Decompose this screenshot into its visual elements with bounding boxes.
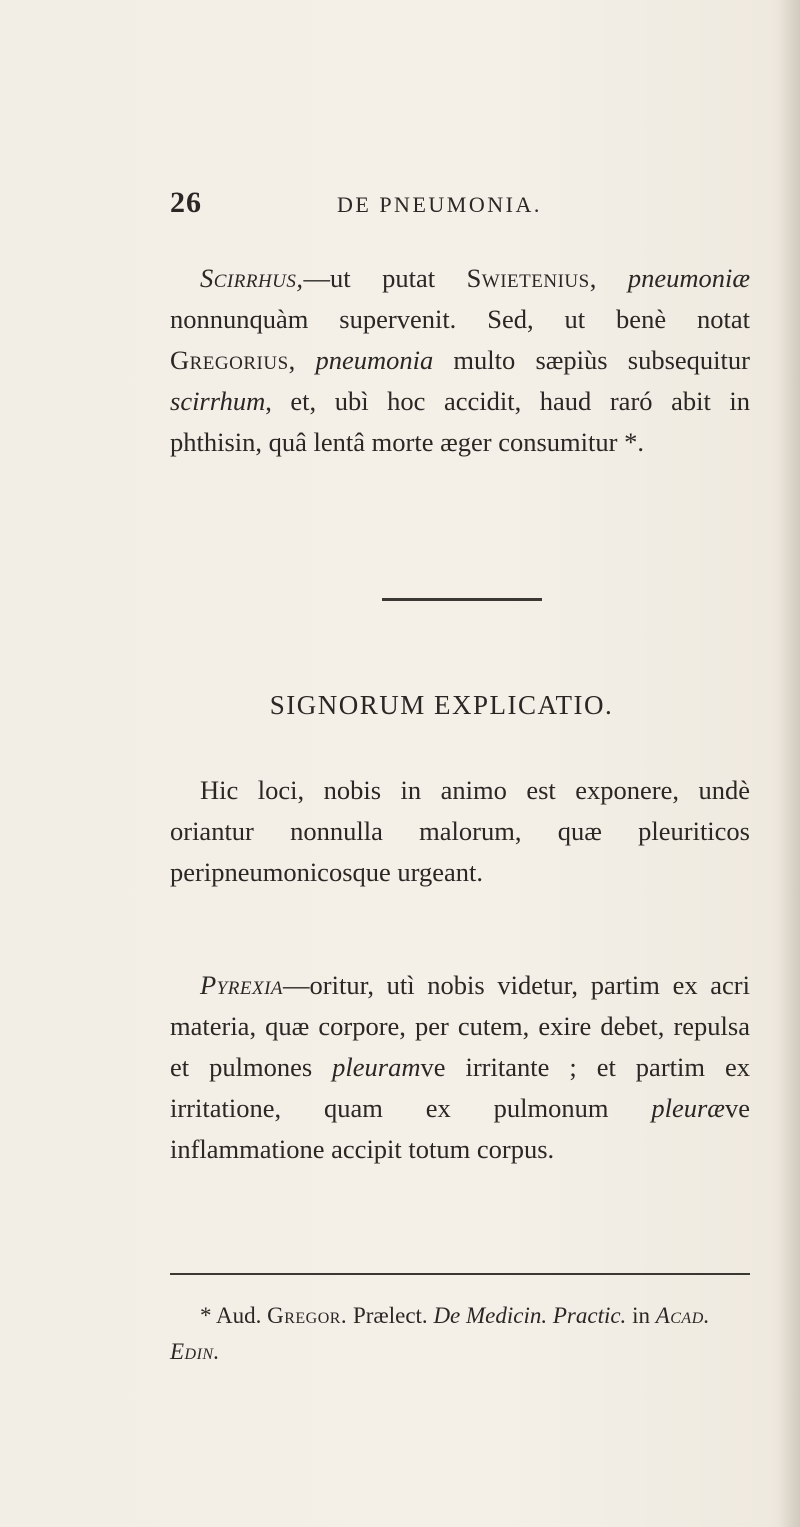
page-header — [170, 186, 730, 226]
section-divider — [382, 598, 542, 601]
page-edge-shadow — [778, 0, 800, 1527]
author-swietenius: Swietenius — [466, 263, 590, 293]
footnote-author: Gregor. — [267, 1303, 348, 1328]
section-title: SIGNORUM EXPLICATIO. — [269, 690, 614, 720]
footnote-work-title: De Medicin. Practic. — [433, 1303, 627, 1328]
running-head: DE PNEUMONIA. — [337, 192, 542, 217]
term-pneumonia: pneumonia — [315, 345, 434, 375]
lead-term-scirrhus: Scirrhus, — [200, 263, 304, 293]
term-pleuram: pleuram — [332, 1052, 421, 1082]
footnote-rule — [170, 1273, 750, 1275]
page-number: 26 — [170, 186, 202, 219]
paragraph-scirrhus: Scirrhus,—ut putat Swietenius, pneumoniæ nonnunquàm supervenit. Sed, ut benè notat Gregorius, pneumonia multo sæpiùs subsequitur scirrhum, et, ubì hoc accidit, haud raró abit in phthisin, quâ lentâ morte æger consumitur *. — [170, 263, 750, 457]
lead-term-pyrexia: Pyrexia — [200, 970, 284, 1000]
footnote-place: Acad. Edin. — [170, 1303, 711, 1364]
footnote: * Aud. Gregor. Prælect. De Medicin. Practic. in Acad. Edin. — [170, 1303, 711, 1364]
term-scirrhum: scirrhum — [170, 386, 266, 416]
term-pleurae: pleuræ — [651, 1093, 725, 1123]
author-gregorius: Gregorius — [170, 345, 289, 375]
paragraph-pyrexia: Pyrexia—oritur, utì nobis videtur, partim ex acri materia, quæ corpore, per cutem, exire debet, repulsa et pulmones pleuramve irritante ; et partim ex irritatione, quam ex pulmonum pleuræve inflammatione accipit totum corpus. — [170, 970, 750, 1164]
term-pneumoniae: pneumoniæ — [627, 263, 750, 293]
paragraph-hic-loci: Hic loci, nobis in animo est exponere, undè oriantur nonnulla malorum, quæ pleuriticos peripneumonicosque urgeant. — [170, 775, 750, 887]
